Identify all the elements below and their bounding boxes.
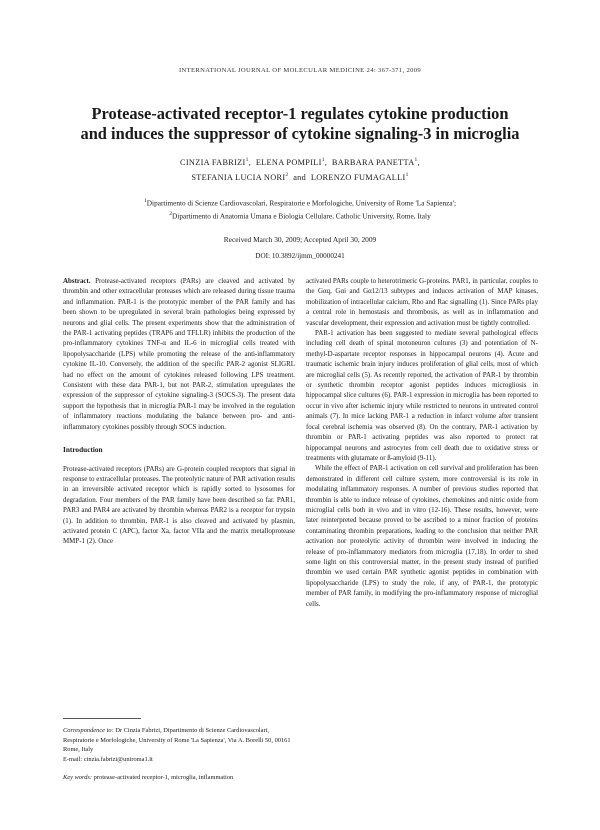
left-column [63,276,295,547]
keywords-text: protease-activated receptor-1, microglia, inflammation [93,774,234,782]
author-name: ELENA POMPILI [255,157,322,167]
author-affil-marker: 1 [414,157,418,163]
doi: DOI: 10.3892/ijmm_00000241 [255,252,345,260]
article-title [60,104,540,144]
author-list: CINZIA FABRIZI$^1$, ELENA POMPILI$^1$, BARBARA PANETTA$^1$, STEFANIA LUCIA NORI$^2$ and LORENZO FUMAGALLI$^1$ [180,157,420,182]
affil-marker: 2 [169,210,173,217]
affiliation-1: Dipartimento di Scienze Cardiovascolari, Respiratorie e Morfologiche, University of Rome 'La Sapienza'; [146,198,456,208]
body-paragraph: PAR-1 activation has been suggested to mediate several pathological effects including cell death of spinal motoneuron cultures (3) and potentiation of N-methyl-D-aspartate receptor responses in hippocampal neurons (4). Acute and traumatic ischemic brain injury induces proliferation of glial cells, most of which are microglial cells (5). As recently reported, the activation of PAR-1 by thrombin or synthetic thrombin receptor agonist peptides induces microgliosis in hippocampal slice cultures (6). PAR-1 expression in microglia has been reported to occur in vivo after ischemic injury while restricted to neurons in untreated control animals (7). In mice lacking PAR-1 a reduction in infarct volume after transient focal cerebral ischemia was observed (8). On the contrary, PAR-1 activation by thrombin or PAR-1 activating peptides was also reported to protect rat hippocampal neurons and astrocytes from cell death due to oxidative stress or treatments with glutamate or ß-amyloid (9-11). [306,329,538,462]
received-dates: Received March 30, 2009; Accepted April 30, 2009 [223,235,377,244]
footnotes [63,726,295,783]
abstract-label: Abstract. [63,277,91,285]
title-line-1: Protease-activated receptor-1 regulates cytokine production [91,104,509,123]
author-name: STEFANIA LUCIA NORI [191,172,286,182]
correspondence-label: Correspondence to: [63,727,114,734]
author-affil-marker: 1 [405,171,409,178]
abstract-text: Protease-activated receptors (PARs) are cleaved and activated by thrombin and other extracellular proteases which are released during tissue trauma and inflammation. PAR-1 is the prototypic member of the PAR family and has been shown to be upregulated in several brain pathologies being expressed by neurons and glial cells. The present experiments show that the administration of the PAR-1 activating peptides (TRAP6 and TFLLR) inhibits the production of the pro-inflammatory cytokines TNF-α and IL-6 in microglial cells treated with lipopolysaccharide (LPS) while promoting the release of the anti-inflammatory cytokine IL-10. Conversely, the addition of the specific PAR-2 agonist SLIGRL had no effect on the amount of cytokines released following LPS treatment. Consistent with these data PAR-1, but not PAR-2, stimulation upregulates the expression of the suppressor of cytokine signaling-3 (SOCS-3). The present data support the hypothesis that in microglia PAR-1 may be involved in the regulation of inflammatory reactions modulating the balance between pro- and anti-inflammatory cytokines possibly through SOCS induction. [63,277,296,431]
affiliation-2: Dipartimento di Anatomia Umana e Biologia Cellulare, Catholic University, Rome, Italy [172,211,431,221]
intro-paragraph: Protease-activated receptors (PARs) are G-protein coupled receptors that signal in response to extracellular proteases. The proteolytic nature of PAR activation results in an irreversible activated receptor which is rapidly sorted to lysosomes for degradation. Four members of the PAR family have been described so far. PAR1, PAR3 and PAR4 are activated by thrombin whereas PAR2 is a receptor for trypsin (1). In addition to thrombin, PAR-1 is also cleaved and activated by plasmin, activated protein C (APC), factor Xa, factor VIIa and the matrix metalloprotease MMP-1 (2). Once [63,464,295,546]
abstract [63,276,295,432]
correspondence [63,726,295,755]
author-name: BARBARA PANETTA [331,157,415,167]
journal-header: INTERNATIONAL JOURNAL OF MOLECULAR MEDICINE 24: 367-371, 2009 [178,67,422,74]
affiliations [60,196,540,222]
author-conjunction: and [293,172,307,182]
author-affil-marker: 1 [321,157,325,163]
title-line-2: and induces the suppressor of cytokine signaling-3 in microglia [80,124,520,143]
affil-marker: 1 [144,198,147,204]
author-name: LORENZO FUMAGALLI [310,172,406,182]
correspondence-email: E-mail: cinzia.fabrizi@uniroma1.it [63,755,153,763]
section-heading-introduction: Introduction [63,445,103,455]
keywords [63,773,295,783]
footnote-divider [63,718,141,719]
right-column [306,276,538,609]
author-affil-marker: 2 [285,171,289,178]
body-paragraph: activated PARs couple to heterotrimeric G-proteins. PAR1, in particular, couples to the Gαq, Gαi and Gα12/13 subtypes and induces activation of MAP kinases, mobilization of intracellular calcium, Rho and Rac signalling (1). Since PARs play a central role in hemostasis and thrombosis, as well as in inflammation and vascular development, their expression and activation must be tightly controlled. [306,277,538,327]
body-paragraph: While the effect of PAR-1 activation on cell survival and proliferation has been demonstrated in different cell culture system, more controversial is its role in modulating inflammatory responses. A number of previous studies reported that thrombin is able to induce release of cytokines, chemokines and nitric oxide from microglial cells both in vivo and in vitro (12-16). These results, however, were later reinterpreted because proved to be ascribed to a minor fraction of proteins contaminating thrombin preparations, leading to the conclusion that neither PAR activation nor proteolytic activity of thrombin were involved in inducing the release of pro-inflammatory mediators from microglia (17,18). In order to shed some light on this controversial matter, in the present study instead of purified thrombin we used certain PAR synthetic agonist peptides in combination with lipopolysaccharide (LPS) to study the role, if any, of PAR-1, the prototypic member of PAR family, in modifying the pro-inflammatory response of microglial cells. [306,464,538,608]
keywords-label: Key words: [63,774,93,782]
author-name: CINZIA FABRIZI [180,157,246,167]
correspondence-text: Dr Cinzia Fabrizi, Dipartimento di Scienze Cardiovascolari, Respiratorie e Morfologiche, University of Rome 'La Sapienza', Via A. Borelli 50, 00161 Rome, Italy [63,727,291,754]
author-affil-marker: 1 [245,157,249,163]
